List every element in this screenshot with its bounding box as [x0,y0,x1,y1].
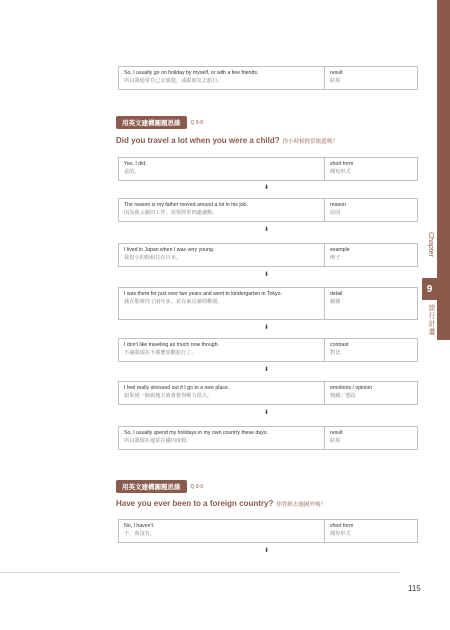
row-tag-zh: 原因 [330,209,341,216]
table-row [118,426,418,450]
row-english: I was there for just over two years and went to kindergarten in Tokyo. [124,291,282,297]
row-english: I don't like traveling as much now though. [124,342,219,348]
table-row [118,157,418,181]
section-header [116,116,203,129]
question-chinese: 你曾經去過國外嗎？ [276,502,326,508]
question-english: Did you travel a lot when you were a child? [116,136,280,145]
row-tag-zh: 簡短形式 [330,168,351,175]
row-tag: emotions / opinion [330,385,373,391]
down-arrow-icon: ⬇ [264,227,270,233]
section-audio-code: Q 9-9 [190,483,204,490]
chapter-label: Chapter [427,232,434,257]
table-row [118,338,418,362]
row-tag-zh: 對比 [330,349,341,356]
row-chinese: 所以我通常自己去旅遊，或跟朋友去旅行。 [124,77,223,84]
row-tag: detail [330,291,343,297]
row-tag: example [330,247,350,253]
chapter-tab-strip [437,0,450,340]
question-english: Have you ever been to a foreign country? [116,499,274,508]
table-row [118,381,418,405]
down-arrow-icon: ⬇ [264,185,270,191]
section-audio-code: Q 9-8 [190,119,204,126]
row-english: So, I usually spend my holidays in my own country these days. [124,430,268,436]
row-tag: result [330,430,343,436]
down-arrow-icon: ⬇ [264,410,270,416]
row-chinese: 所以我現在通常在國內度假。 [124,437,192,444]
question-chinese: 你小時候經常旅遊嗎？ [282,139,338,145]
row-chinese: 因為我父親的工作，需要經常四處調動。 [124,209,218,216]
row-tag-zh: 結果 [330,437,341,444]
row-chinese: 是的。 [124,168,140,175]
chapter-number: 9 [422,278,437,300]
row-tag: contrast [330,342,349,348]
row-tag-zh: 簡短形式 [330,530,351,537]
question [116,136,338,145]
row-chinese: 不過我現在不那麼喜歡旅行了。 [124,349,197,356]
table-row [118,519,418,543]
table-row [118,198,418,222]
row-tag-zh: 結果 [330,77,341,84]
row-english: So, I usually go on holiday by myself, or with a few friends. [124,70,259,76]
row-english: The reason is my father moved around a lot in his job. [124,202,248,208]
row-chinese: 我很小的時候住在日本。 [124,254,182,261]
section-header [116,480,203,493]
down-arrow-icon: ⬇ [264,367,270,373]
row-tag: short form [330,523,354,529]
page-content [98,0,418,630]
down-arrow-icon: ⬇ [264,548,270,554]
row-chinese: 如果到一個新地方就會覺得壓力很大。 [124,392,213,399]
row-tag-zh: 情緒／想法 [330,392,356,399]
table-row [118,243,418,267]
page-fade [116,560,422,572]
row-tag: result [330,70,343,76]
row-chinese: 不，我沒有。 [124,530,156,537]
row-english: I lived in Japan when I was very young. [124,247,215,253]
table-row [118,66,418,90]
section-badge: 用英文建構圓題思維 [116,116,187,129]
section-badge: 用英文建構圓題思維 [116,480,187,493]
down-arrow-icon: ⬇ [264,272,270,278]
row-english: No, I haven't. [124,523,155,529]
row-english: Yes, I did. [124,161,147,167]
question [116,499,326,508]
page-number: 115 [408,584,421,593]
row-tag: reason [330,202,346,208]
row-chinese: 我在那裡待了兩年多，並在東京讀幼稚園。 [124,298,223,305]
chapter-title: 旅行計畫 [428,304,435,336]
row-tag-zh: 細節 [330,298,341,305]
row-english: I feel really stressed out if I go to a new place. [124,385,230,391]
row-tag: short form [330,161,354,167]
row-tag-zh: 例子 [330,254,341,261]
footer-divider [0,572,400,573]
table-row [118,287,418,320]
down-arrow-icon: ⬇ [264,325,270,331]
